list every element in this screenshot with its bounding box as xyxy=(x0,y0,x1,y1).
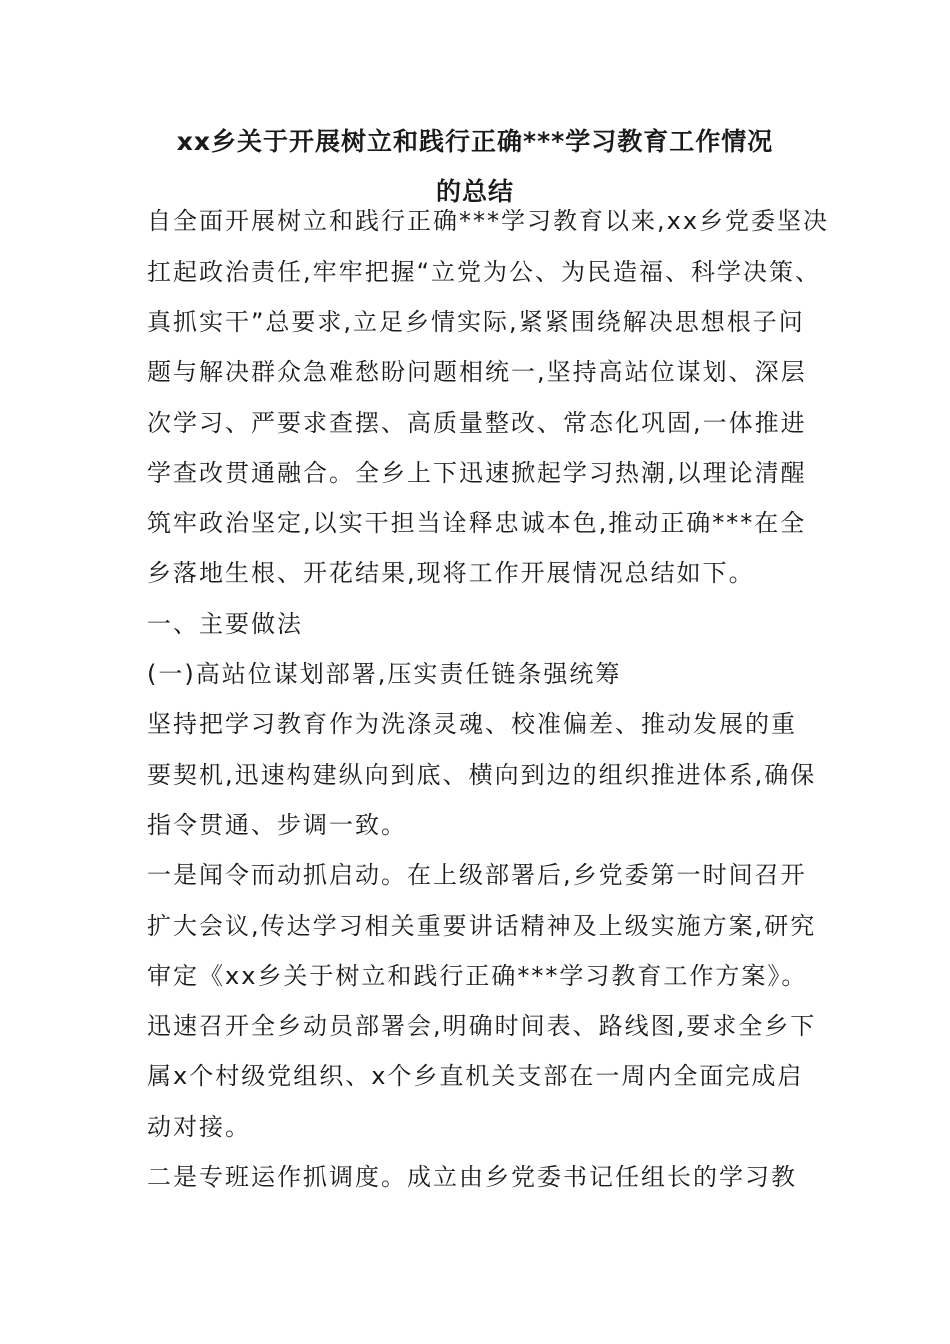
body-line: 要契机,迅速构建纵向到底、横向到边的组织推进体系,确保 xyxy=(147,761,817,789)
body-line: 动对接。 xyxy=(147,1113,251,1141)
body-line: 二是专班运作抓调度。成立由乡党委书记任组长的学习教 xyxy=(147,1163,797,1191)
body-line: 扩大会议,传达学习相关重要讲话精神及上级实施方案,研究 xyxy=(147,912,817,940)
body-line: 学查改贯通融合。全乡上下迅速掀起学习热潮,以理论清醒 xyxy=(147,459,807,487)
body-line: 坚持把学习教育作为洗涤灵魂、校准偏差、推动发展的重 xyxy=(147,710,797,738)
body-line: 自全面开展树立和践行正确***学习教育以来,xx乡党委坚决 xyxy=(147,207,830,235)
body-line: 次学习、严要求查摆、高质量整改、常态化巩固,一体推进 xyxy=(147,409,807,437)
body-line: 筑牢政治坚定,以实干担当诠释忠诚本色,推动正确***在全 xyxy=(147,509,807,537)
subsection-heading: (一)高站位谋划部署,压实责任链条强统筹 xyxy=(147,660,622,688)
body-line: 题与解决群众急难愁盼问题相统一,坚持高站位谋划、深层 xyxy=(147,358,807,386)
document-title-line-1: xx乡关于开展树立和践行正确***学习教育工作情况 xyxy=(176,127,774,156)
body-line: 迅速召开全乡动员部署会,明确时间表、路线图,要求全乡下 xyxy=(147,1012,817,1040)
body-line: 真抓实干”总要求,立足乡情实际,紧紧围绕解决思想根子问 xyxy=(147,308,805,336)
section-heading: 一、主要做法 xyxy=(147,610,303,638)
body-line: 扛起政治责任,牢牢把握“立党为公、为民造福、科学决策、 xyxy=(147,258,822,286)
body-line: 乡落地生根、开花结果,现将工作开展情况总结如下。 xyxy=(147,559,755,587)
document-title-line-2: 的总结 xyxy=(435,177,514,206)
body-line: 审定《xx乡关于树立和践行正确***学习教育工作方案》。 xyxy=(147,962,808,990)
body-line: 属x个村级党组织、x个乡直机关支部在一周内全面完成启 xyxy=(147,1062,804,1090)
body-line: 一是闻令而动抓启动。在上级部署后,乡党委第一时间召开 xyxy=(147,861,807,889)
body-line: 指令贯通、步调一致。 xyxy=(147,811,407,839)
